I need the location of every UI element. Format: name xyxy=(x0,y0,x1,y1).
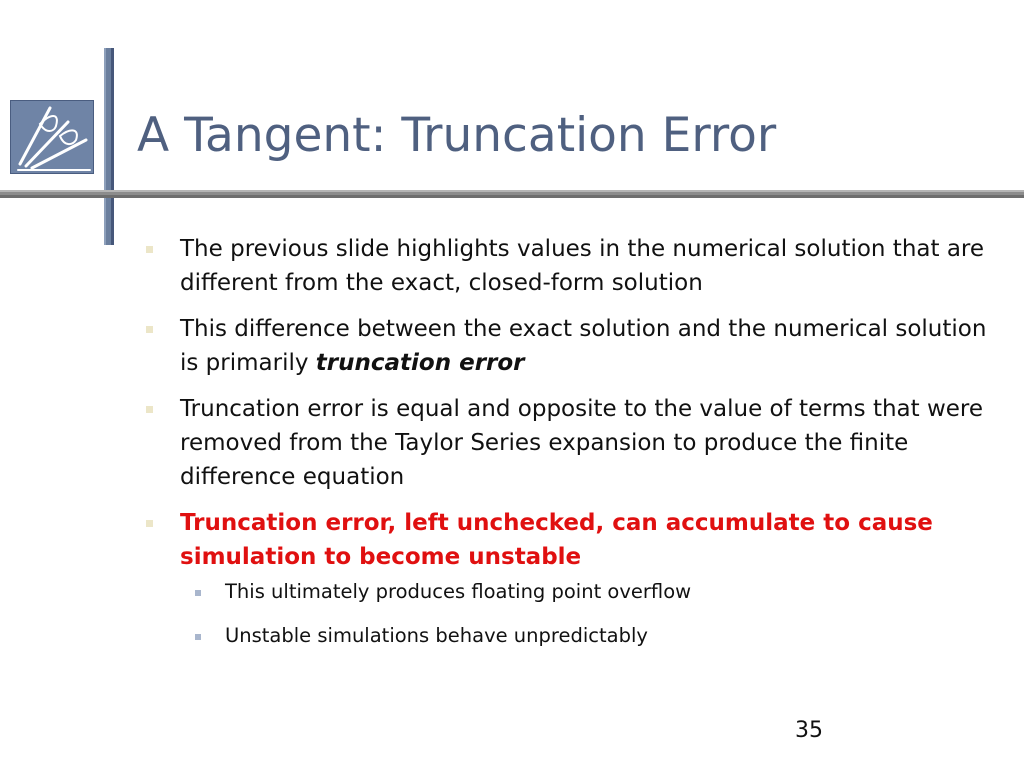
bullet-item xyxy=(146,312,1006,380)
highlighted-bullet-item xyxy=(146,506,1006,650)
page-number: 35 xyxy=(795,718,823,743)
bullet-text: Truncation error is equal and opposite to the value of terms that were removed from the Taylor Series expansion to produce the finite difference equation xyxy=(180,396,984,490)
bullet-item xyxy=(146,232,1006,300)
small-square-bullet-icon xyxy=(195,590,201,596)
title-divider-rule xyxy=(0,190,1024,198)
square-bullet-icon xyxy=(146,520,153,527)
sub-bullet-text: This ultimately produces floating point overflow xyxy=(225,580,692,603)
sub-bullet-text: Unstable simulations behave unpredictably xyxy=(225,624,648,647)
feather-quill-logo-icon xyxy=(10,100,94,174)
sub-bullet-item xyxy=(180,578,1006,606)
slide-title: A Tangent: Truncation Error xyxy=(137,108,777,163)
bullet-text: Truncation error, left unchecked, can accumulate to cause simulation to become unstable xyxy=(180,510,933,570)
square-bullet-icon xyxy=(146,406,153,413)
sub-bullet-list xyxy=(180,578,1006,650)
bullet-item xyxy=(146,392,1006,494)
vertical-accent-bar xyxy=(104,48,114,245)
bullet-text: The previous slide highlights values in the numerical solution that are different from the exact, closed-form solution xyxy=(180,236,985,296)
sub-bullet-item xyxy=(180,622,1006,650)
square-bullet-icon xyxy=(146,326,153,333)
bullet-list xyxy=(146,232,1006,666)
square-bullet-icon xyxy=(146,246,153,253)
bullet-text: This difference between the exact solution and the numerical solution is primarily xyxy=(180,316,987,376)
small-square-bullet-icon xyxy=(195,634,201,640)
emphasized-term: truncation error xyxy=(315,350,525,376)
